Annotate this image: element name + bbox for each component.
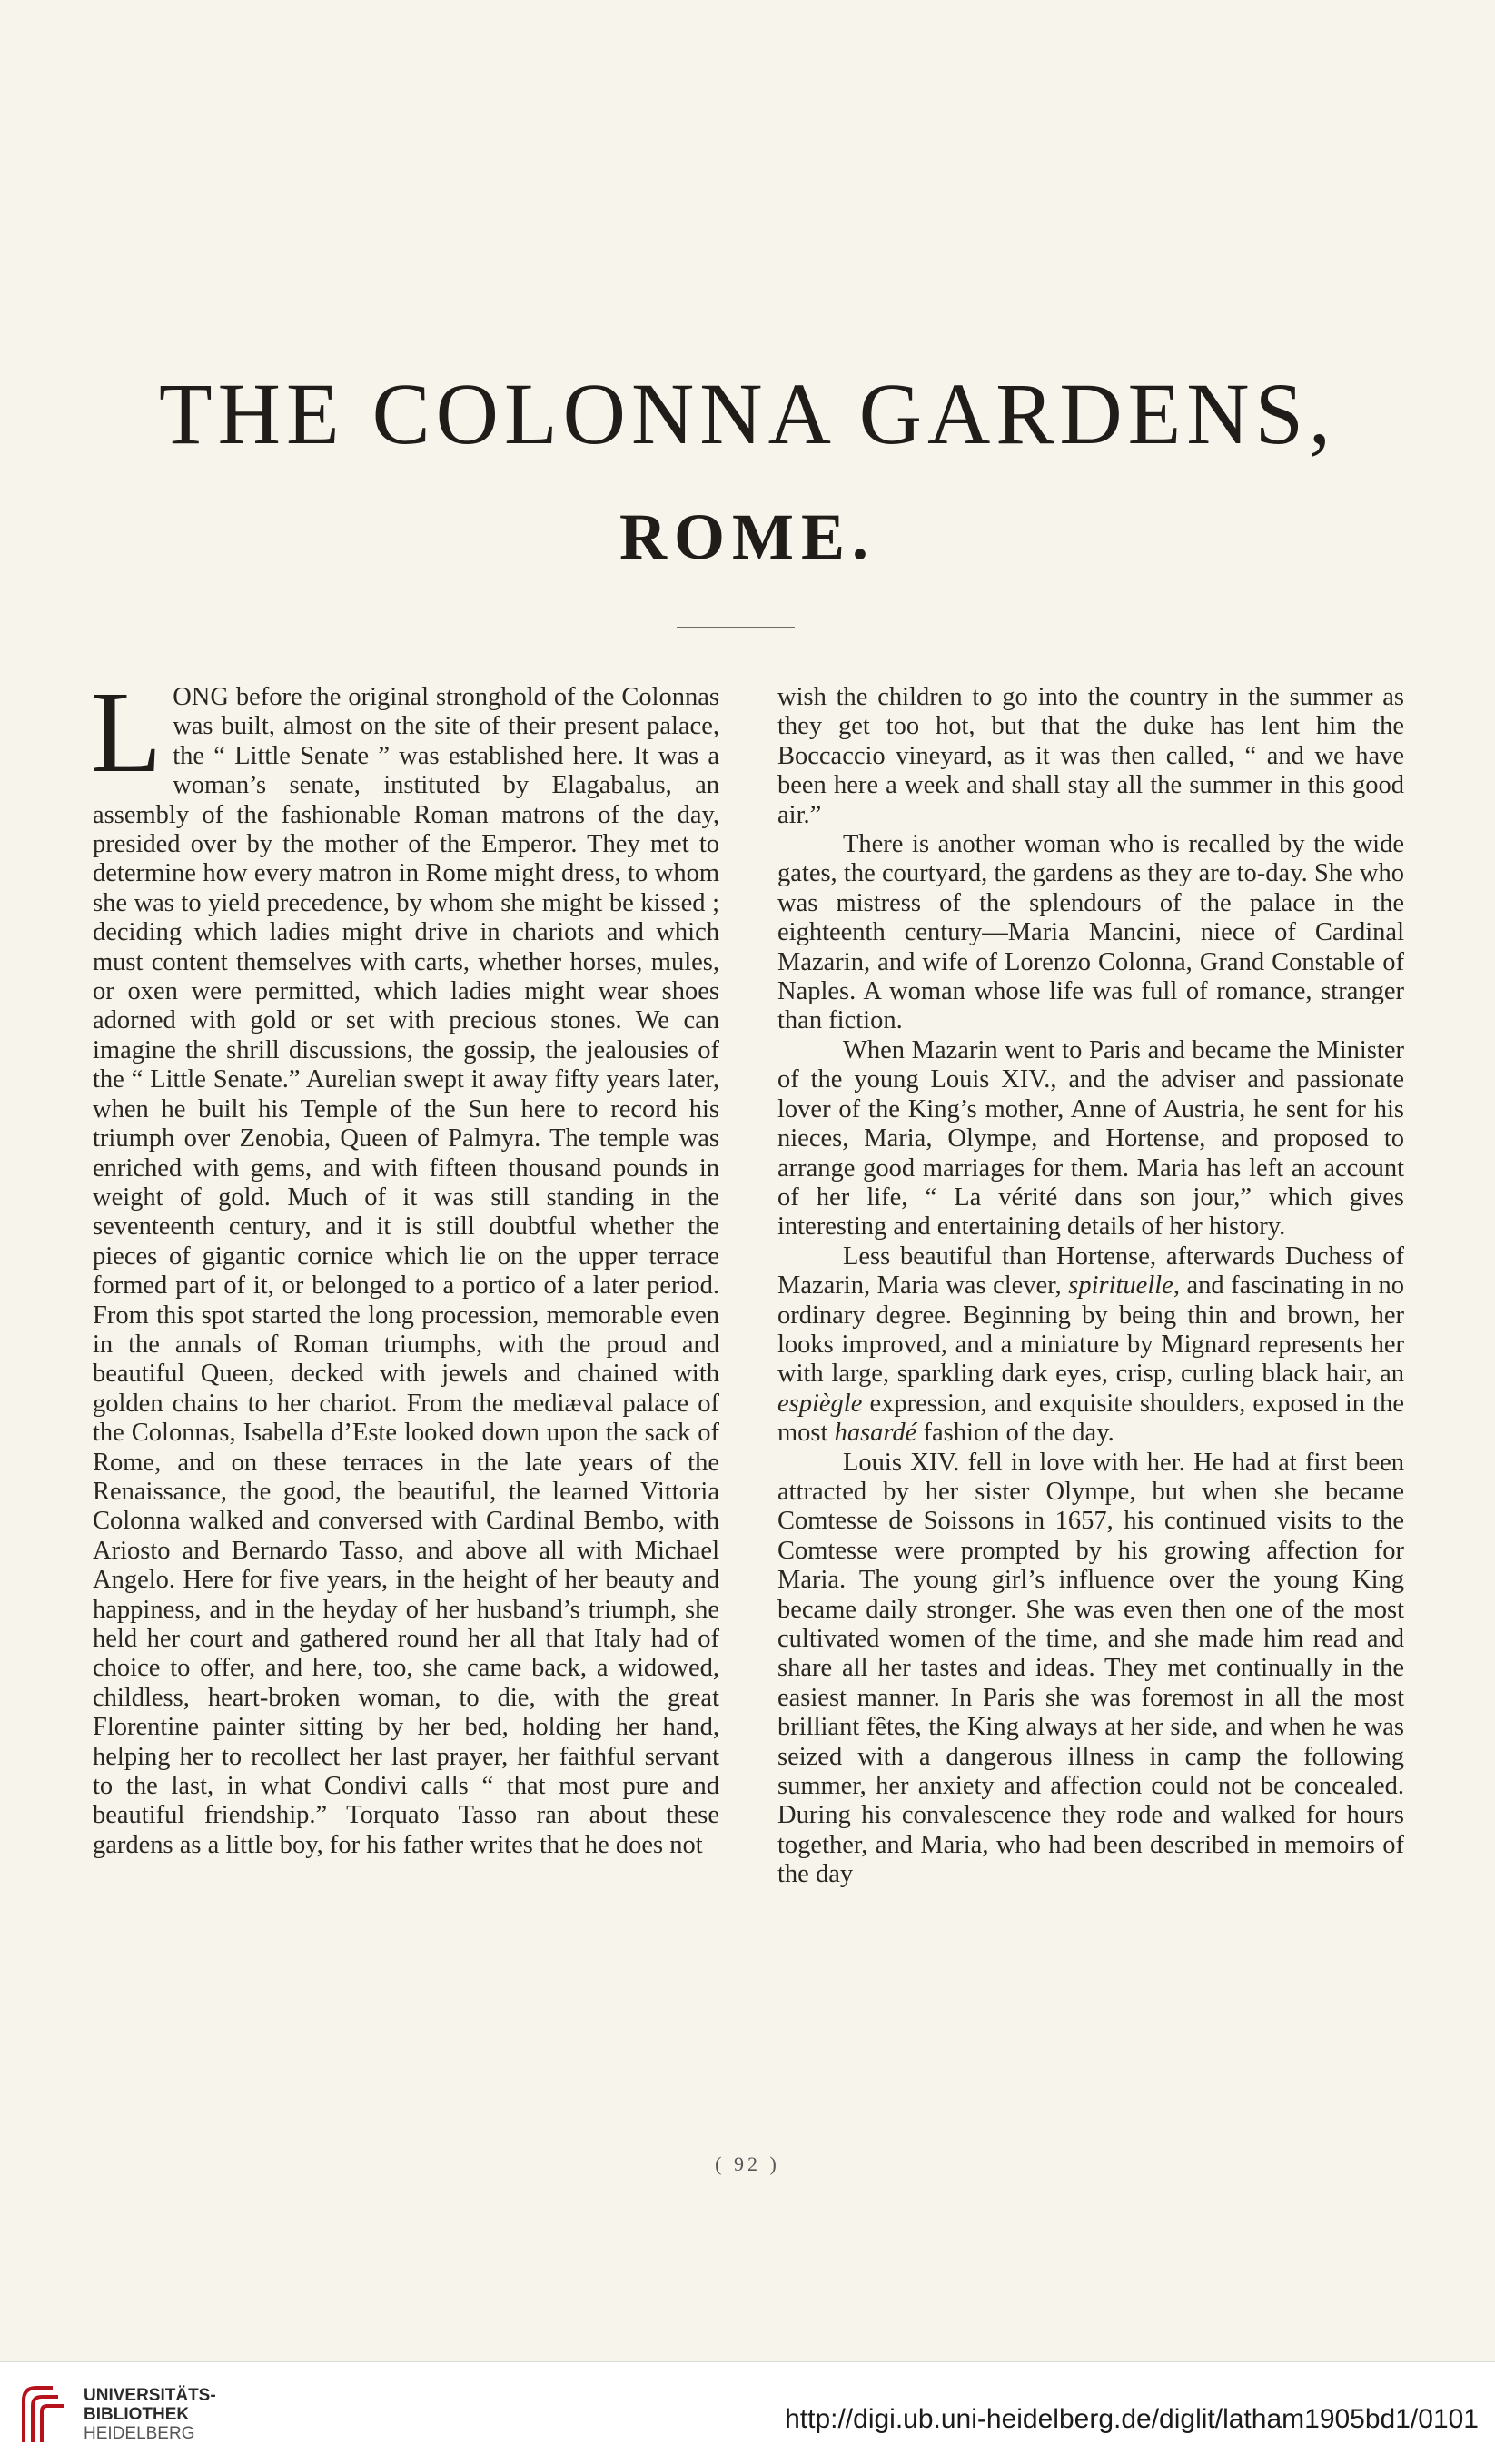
logo-line: UNIVERSITÄTS- — [84, 2386, 216, 2405]
text-run: , and fascinating in no ordinary degree. Beginning by being thin and brown, her looks improved, and a miniature by Mignard represents her with large, sparkling dark eyes, crisp, curling black hair, an — [777, 1272, 1404, 1389]
right-paragraph-3: When Mazarin went to Paris and became the Minister of the young Louis XIV., and the adviser and passionate lover of the King’s mother, Anne of Austria, he sent for his nieces, Maria, Olympe, and Hortense, and proposed to arrange good marriages for them. Maria has left an account of her life, “ La vérité dans son jour,” which gives interesting and entertaining details of her history. — [777, 1035, 1404, 1242]
right-paragraph-4 — [777, 1242, 1404, 1449]
italic-term: espiègle — [777, 1389, 863, 1418]
article-title: THE COLONNA GARDENS, — [159, 365, 1336, 462]
left-paragraph-1 — [91, 668, 719, 1860]
text-run: fashion of the day. — [916, 1419, 1114, 1448]
right-paragraph-2: There is another woman who is recalled by the wide gates, the courtyard, the gardens as they are to-day. She who was mistress of the splendours of the palace in the eighteenth century—Maria Mancini, niece of Cardinal Mazarin, and wife of Lorenzo Colonna, Grand Constable of Naples. A woman whose life was full of romance, stranger than fiction. — [777, 830, 1404, 1035]
logo-line: BIBLIOTHEK — [84, 2405, 190, 2424]
text-run: expression, and exquisite shoulders, exposed in the most — [777, 1389, 1404, 1448]
italic-term: hasardé — [834, 1419, 917, 1448]
right-paragraph-1: wish the children to go into the country in the summer as they get too hot, but that the duke has lent him the Boccaccio vineyard, as it was then called, “ and we have been here a week and shall stay all the summer in this good air.” — [777, 683, 1404, 829]
left-column — [91, 668, 719, 1860]
library-logo-text — [84, 2386, 216, 2443]
left-paragraph-text: ONG before the original stronghold of the Colonnas was built, almost on the site of their present palace, the “ Little Senate ” was established here. It was a woman’s senate, instituted by Elagabalus, an assembly of the fashionable Roman matrons of the day, presided over by the mother of the Emperor. They met to determine how every matron in Rome might dress, to whom she was to yield precedence, by whom she might be kissed ; deciding which ladies might drive in chariots and which must content themselves with carts, whether horses, mules, or oxen were permitted, which ladies might wear shoes adorned with gold or set with precious stones. We can imagine the shrill discussions, the gossip, the jealousies of the “ Little Senate.” Aurelian swept it away fifty years later, when he built his Temple of the Sun here to record his triumph over Zenobia, Queen of Palmyra. The temple was enriched with gems, and with fifteen thousand pounds in weight of gold. Much of it was still standing in the seventeenth century, and it is still doubtful whether the pieces of gigantic cornice which lie on the upper terrace formed part of it, or belonged to a portico of a later period. From this spot started the long procession, memorable even in the annals of Roman triumphs, with the proud and beautiful Queen, decked with jewels and chained with golden chains to her chariot. From the mediæval palace of the Colonnas, Isabella d’Este looked down upon the sack of Rome, and on these terraces in the late years of the Renaissance, the good, the beautiful, the learned Vittoria Colonna walked and conversed with Cardinal Bembo, with Ariosto and Bernardo Tasso, and above all with Michael Angelo. Here for five years, in the height of her beauty and happiness, and in the heyday of her husband’s triumph, she held her court and gathered round her all that Italy had of choice to offer, and here, too, she came back, a widowed, childless, heart-broken woman, to die, with the great Florentine painter sitting by her bed, holding her hand, helping her to recollect her last prayer, her faithful servant to the last, in what Condivi calls “ that most pure and beautiful friendship.” Torquato Tasso ran about these gardens as a little boy, for his father writes that he does not — [93, 683, 719, 1859]
source-url-link[interactable]: http://digi.ub.uni-heidelberg.de/diglit/latham1905bd1/0101 — [785, 2404, 1479, 2434]
logo-line: HEIDELBERG — [84, 2424, 195, 2443]
page-number: ( 92 ) — [715, 2152, 780, 2175]
library-logo-icon — [16, 2379, 74, 2448]
footer-bar — [0, 2361, 1495, 2464]
right-paragraph-5: Louis XIV. fell in love with her. He had at first been attracted by her sister Olympe, but when she became Comtesse de Soissons in 1657, his continued visits to the Comtesse were prompted by his growing affection for Maria. The young girl’s influence over the young King became daily stronger. She was even then one of the most cultivated women of the time, and she made him read and share all her tastes and ideas. They met continually in the easiest manner. In Paris she was foremost in all the most brilliant fêtes, the King always at her side, and when he was seized with a dangerous illness in camp the following summer, her anxiety and affection could not be concealed. During his convalescence they rode and walked for hours together, and Maria, who had been described in memoirs of the day — [777, 1448, 1404, 1889]
drop-cap: L — [91, 668, 163, 797]
title-divider — [677, 627, 795, 628]
text-run: Less beautiful than Hortense, afterwards Duchess of Mazarin, Maria was clever, — [777, 1242, 1404, 1301]
right-column — [777, 683, 1404, 1890]
italic-term: spirituelle — [1068, 1272, 1173, 1301]
article-subtitle: ROME. — [619, 500, 876, 573]
